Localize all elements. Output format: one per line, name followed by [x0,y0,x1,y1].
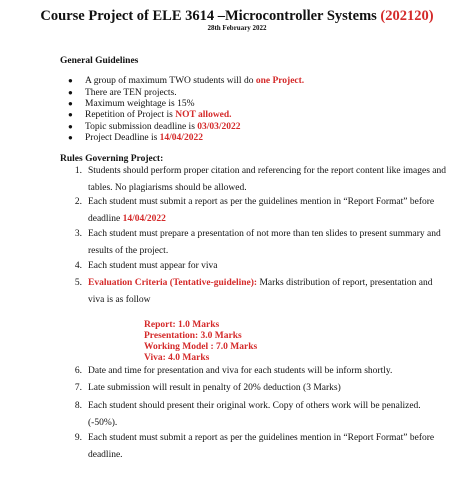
rule-number: 4. [74,261,82,271]
guideline-item: ● Repetition of Project is NOT allowed. [68,110,232,120]
rule-text: Evaluation Criteria (Tentative-guideline): Marks distribution of report, presentation and viva is as follow [88,278,433,305]
rule-text: Each student must appear for viva [88,261,218,271]
rule-text: Each student must submit a report as per the guidelines mention in “Report Format” before deadline. [88,433,435,460]
rule-number: 9. [74,433,82,443]
rule-number: 6. [74,366,82,376]
bullet-icon: ● [68,122,73,131]
document-date: 28th February 2022 [207,24,267,32]
rule-text: Students should perform proper citation and referencing for the report content like images and tables. No plagiarisms should be allowed. [88,166,446,193]
title-main: Course Project of ELE 3614 –Microcontroller Systems [40,8,377,24]
guideline-item: ● A group of maximum TWO students will do one Project. [68,76,305,86]
bullet-icon: ● [68,99,73,108]
general-guidelines-heading: General Guidelines [60,56,139,66]
guideline-item: ● Project Deadline is 14/04/2022 [68,133,203,143]
bullet-icon: ● [68,76,73,85]
rule-number: 5. [74,278,82,288]
guideline-item: ● There are TEN projects. [68,88,177,98]
rule-number: 2. [74,197,82,207]
guideline-item: ● Topic submission deadline is 03/03/2022 [68,122,241,132]
document-title [0,8,474,25]
rule-text: Date and time for presentation and viva for each students will be inform shortly. [88,366,393,376]
rule-number: 1. [74,166,82,176]
marks-working-model: Working Model : 7.0 Marks [144,342,258,352]
bullet-icon: ● [68,110,73,119]
marks-viva: Viva: 4.0 Marks [144,353,210,363]
rule-text: Each student must prepare a presentation of not more than ten slides to present summary and results of the project. [88,229,441,256]
guideline-item: ● Maximum weightage is 15% [68,99,195,109]
rule-number: 7. [74,383,82,393]
marks-report: Report: 1.0 Marks [144,320,220,330]
rule-text: Each student should present their original work. Copy of others work will be penalized. (-50%). [88,401,421,428]
bullet-icon: ● [68,133,73,142]
rule-text: Each student must submit a report as per the guidelines mention in “Report Format” before deadline 14/04/2022 [88,197,435,224]
rule-number: 3. [74,229,82,239]
title-code: (202120) [380,8,434,24]
rule-number: 8. [74,401,82,411]
marks-presentation: Presentation: 3.0 Marks [144,331,242,341]
bullet-icon: ● [68,88,73,97]
rule-text: Late submission will result in penalty of 20% deduction (3 Marks) [88,383,341,393]
rules-heading: Rules Governing Project: [60,154,164,164]
